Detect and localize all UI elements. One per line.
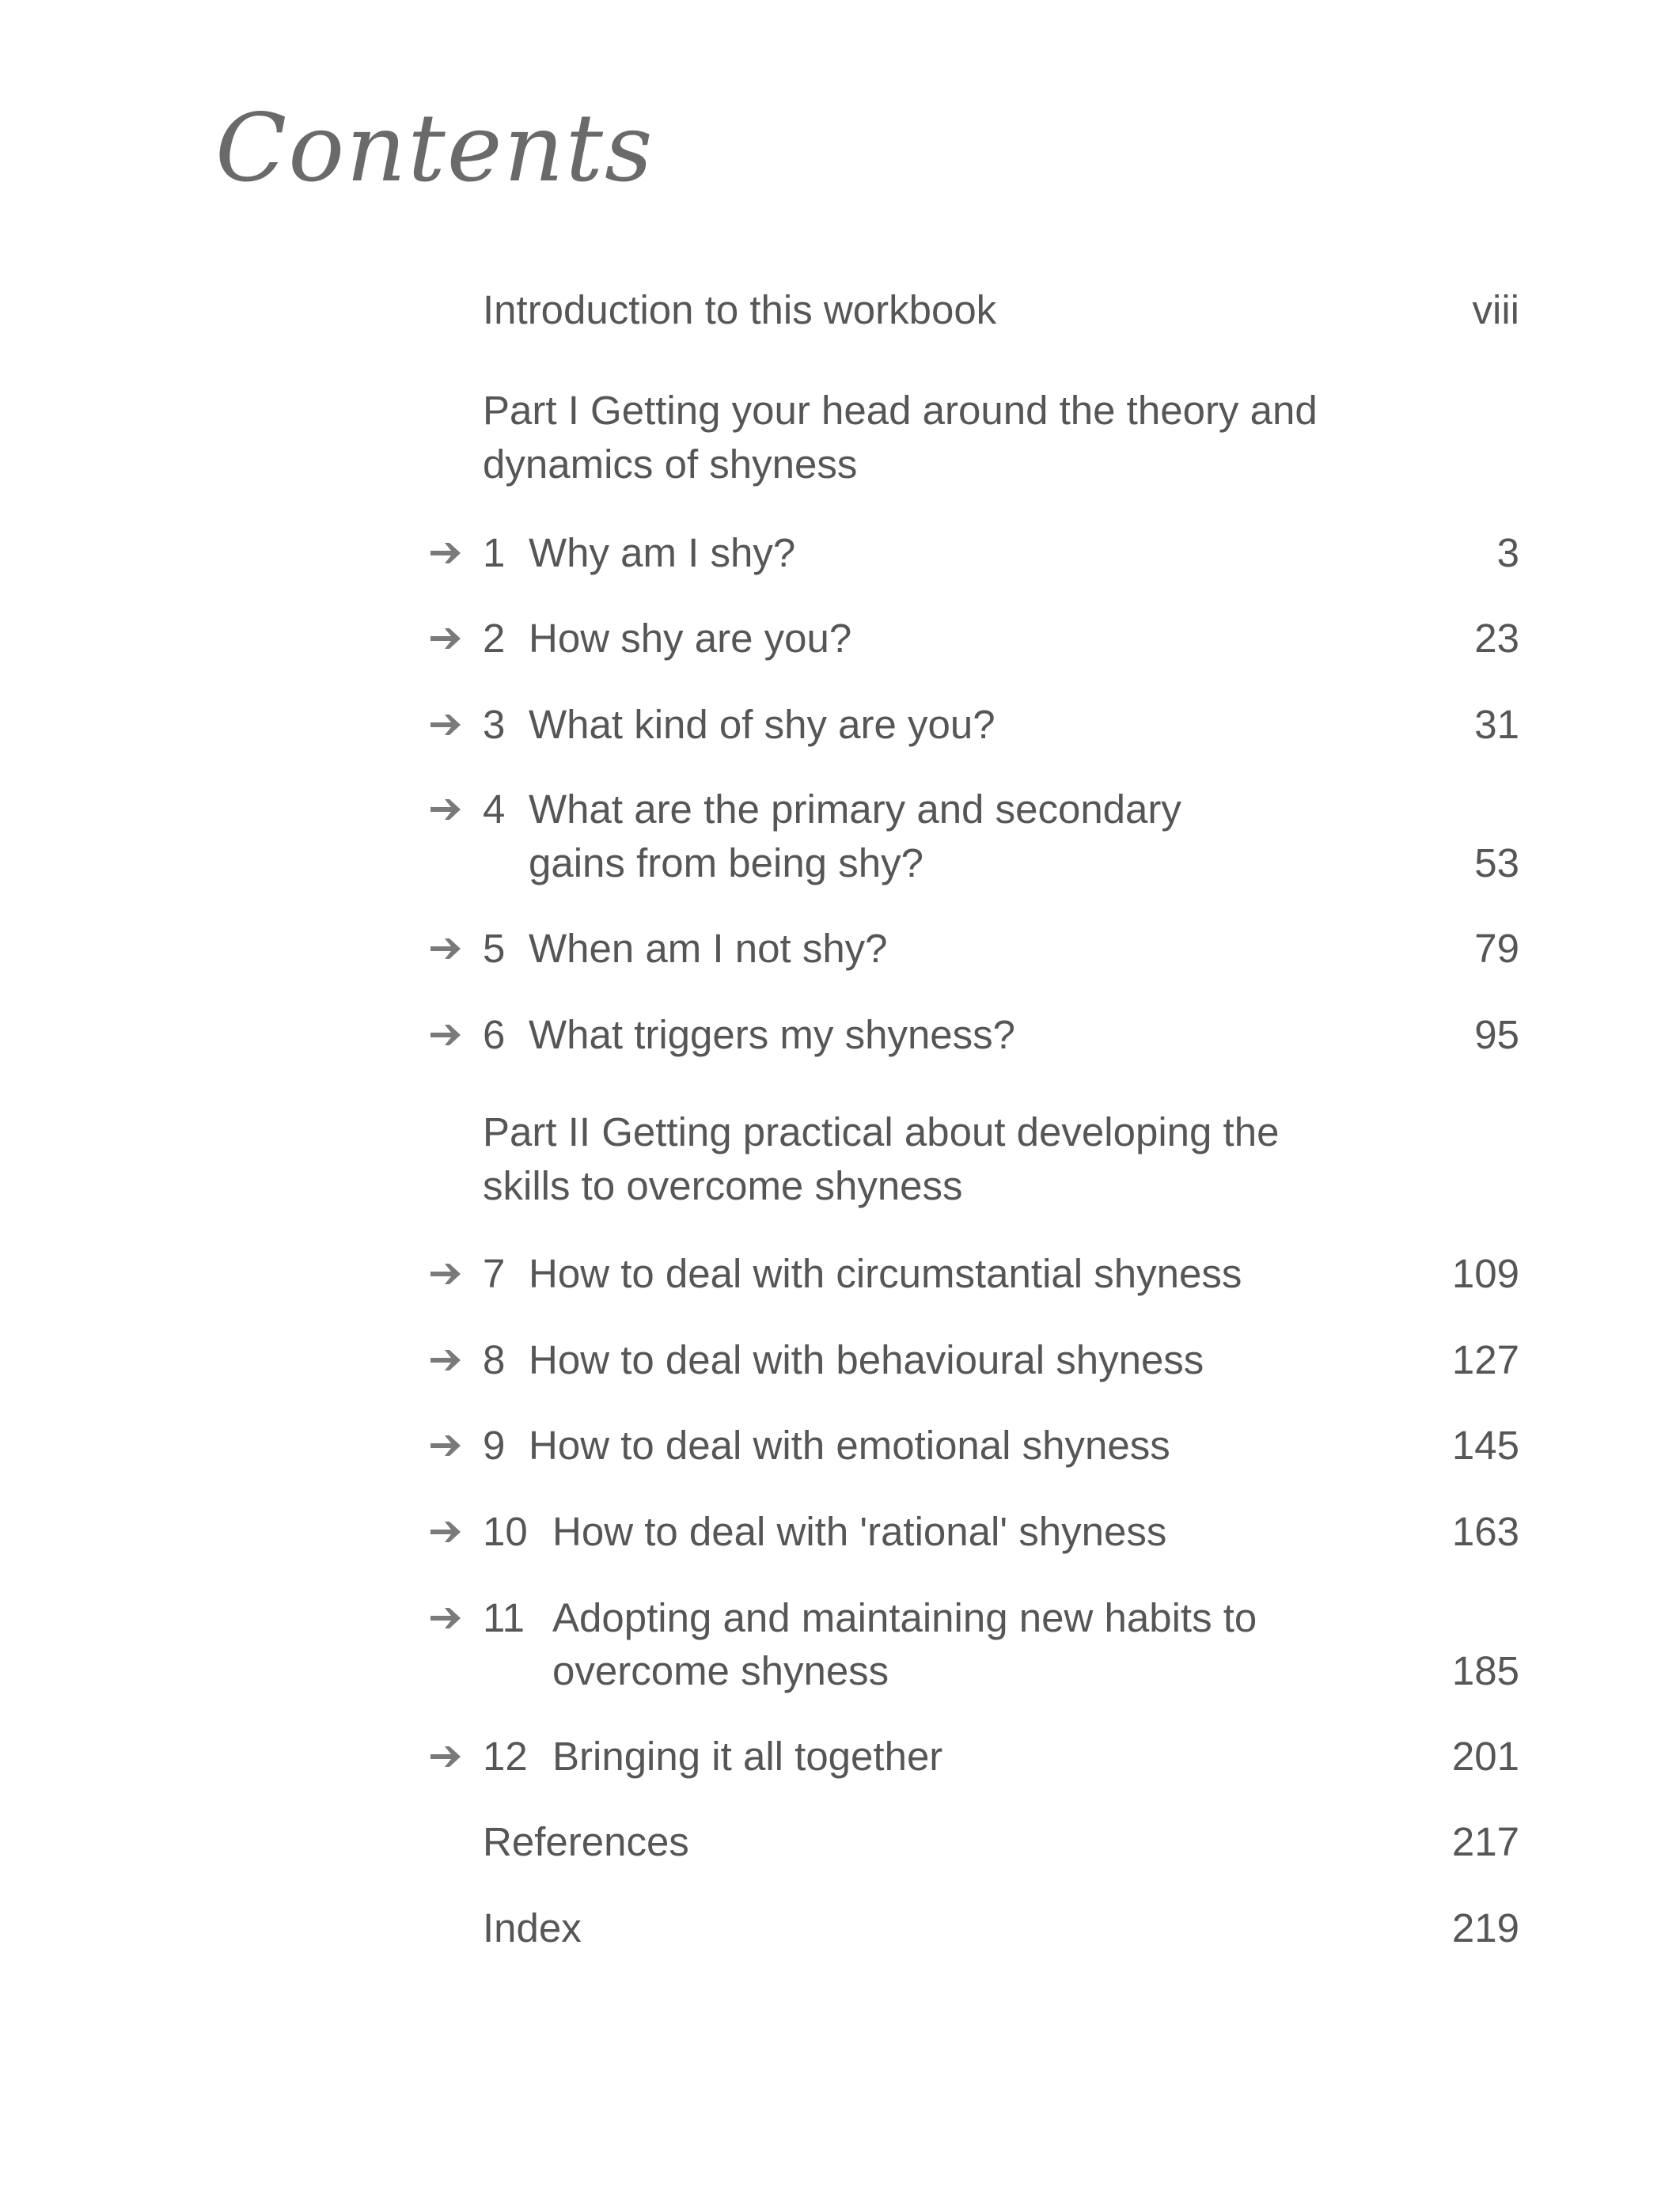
page-number: viii [1472,287,1519,332]
chapter-number: 10 [483,1509,528,1554]
chapter-number: 7 [483,1251,506,1296]
chapter-title: When am I not shy? [529,926,888,971]
page-number: 53 [1474,840,1519,885]
page-number: 219 [1451,1905,1519,1950]
chapter-number: 4 [483,787,506,832]
chapter-title: How to deal with emotional shyness [529,1423,1170,1468]
chapter-title-line2: gains from being shy? [529,840,923,885]
chapter-title: How to deal with circumstantial shyness [529,1251,1242,1296]
arrow-right-icon [427,783,465,836]
chapter-title: How to deal with behavioural shyness [529,1337,1204,1382]
page-number: 3 [1496,530,1519,575]
part-title-line2: dynamics of shyness [483,442,858,487]
arrow-right-icon [427,698,465,752]
page-number: 163 [1451,1509,1519,1554]
chapter-title-line1: What are the primary and secondary [529,787,1181,832]
chapter-title: What triggers my shyness? [529,1012,1016,1057]
chapter-title: Why am I shy? [529,530,796,575]
page-number: 31 [1474,702,1519,747]
arrow-right-icon [427,1730,465,1784]
page-number: 109 [1451,1251,1519,1296]
part-title-line2: skills to overcome shyness [483,1163,963,1208]
entry-title: Index [483,1905,582,1950]
chapter-number: 9 [483,1423,506,1468]
chapter-title: How to deal with 'rational' shyness [552,1509,1167,1554]
chapter-number: 12 [483,1734,528,1779]
page-number: 23 [1474,616,1519,661]
page-number: 217 [1451,1819,1519,1864]
arrow-right-icon [427,922,465,976]
chapter-number: 8 [483,1337,506,1382]
chapter-number: 11 [483,1595,525,1640]
chapter-title-line1: Adopting and maintaining new habits to [552,1595,1257,1640]
arrow-right-icon [427,612,465,665]
part-title-line1: Part I Getting your head around the theory and [483,388,1318,433]
page-number: 201 [1451,1734,1519,1779]
chapter-title: What kind of shy are you? [529,702,995,747]
part-title-line1: Part II Getting practical about developing the [483,1109,1280,1154]
entry-title: Introduction to this workbook [483,287,997,332]
arrow-right-icon [427,526,465,580]
page-number: 185 [1451,1648,1519,1693]
chapter-number: 2 [483,616,506,661]
chapter-number: 5 [483,926,506,971]
arrow-right-icon [427,1333,465,1387]
arrow-right-icon [427,1505,465,1559]
chapter-number: 6 [483,1012,506,1057]
entry-title: References [483,1819,689,1864]
arrow-right-icon [427,1008,465,1062]
chapter-number: 3 [483,702,506,747]
page-number: 127 [1451,1337,1519,1382]
chapter-title: How shy are you? [529,616,852,661]
chapter-title-line2: overcome shyness [552,1648,889,1693]
page-number: 79 [1474,926,1519,971]
arrow-right-icon [427,1247,465,1301]
chapter-title: Bringing it all together [552,1734,943,1779]
page-number: 95 [1474,1012,1519,1057]
chapter-number: 1 [483,530,506,575]
page-heading: Contents [215,93,654,203]
arrow-right-icon [427,1419,465,1473]
arrow-right-icon [427,1591,465,1645]
page-number: 145 [1451,1423,1519,1468]
